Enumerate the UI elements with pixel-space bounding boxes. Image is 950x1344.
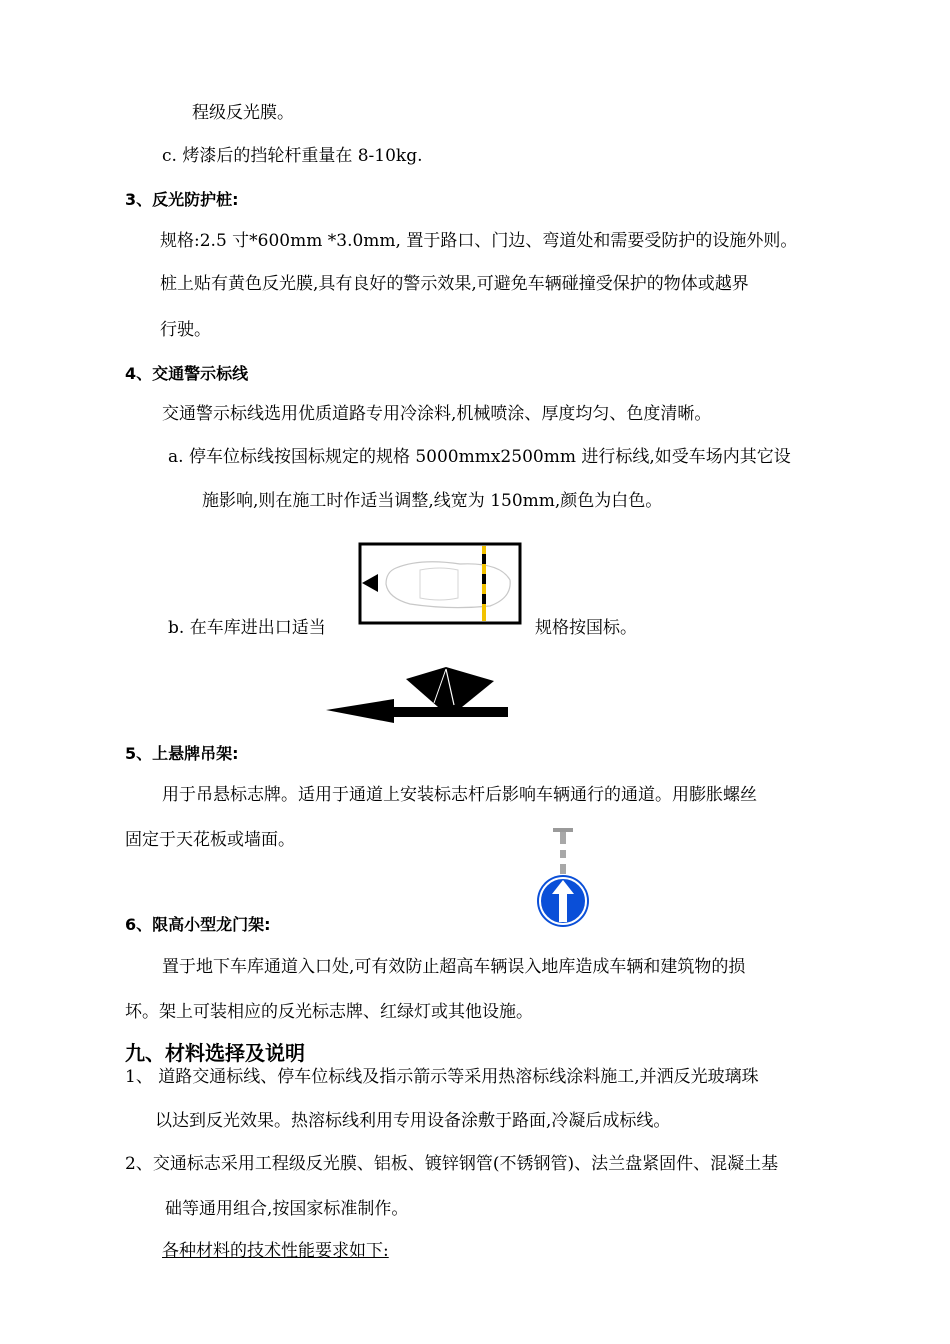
section-heading-3: 3、反光防护桩:	[125, 190, 239, 209]
text-line: 桩上贴有黄色反光膜,具有良好的警示效果,可避免车辆碰撞受保护的物体或越界	[160, 274, 749, 294]
section-heading-6: 6、限高小型龙门架:	[125, 915, 271, 934]
overhead-sign-hanger	[534, 828, 592, 928]
direction-arrow-marking	[322, 665, 510, 727]
text-line: a. 停车位标线按国标规定的规格 5000mmx2500mm 进行标线,如受车场内其它设	[168, 447, 791, 467]
text-line: b. 在车库进出口适当	[168, 618, 326, 638]
text-line: 固定于天花板或墙面。	[125, 830, 295, 850]
text-line: 用于吊悬标志牌。适用于通道上安装标志杆后影响车辆通行的通道。用膨胀螺丝	[162, 785, 757, 805]
text-line: 以达到反光效果。热溶标线利用专用设备涂敷于路面,冷凝后成标线。	[155, 1111, 671, 1131]
text-line: 坏。架上可装相应的反光标志牌、红绿灯或其他设施。	[125, 1002, 533, 1022]
text-line: 交通警示标线选用优质道路专用冷涂料,机械喷涂、厚度均匀、色度清晰。	[162, 404, 712, 424]
underlined-note: 各种材料的技术性能要求如下:	[162, 1241, 389, 1261]
chapter-heading-9: 九、材料选择及说明	[125, 1041, 305, 1065]
text-line: 施影响,则在施工时作适当调整,线宽为 150mm,颜色为白色。	[202, 491, 663, 511]
text-line: 程级反光膜。	[192, 103, 294, 123]
text-line: 规格按国标。	[535, 618, 637, 638]
section-heading-5: 5、上悬牌吊架:	[125, 744, 239, 763]
text-line: 置于地下车库通道入口处,可有效防止超高车辆误入地库造成车辆和建筑物的损	[162, 957, 746, 977]
text-line: c. 烤漆后的挡轮杆重量在 8-10kg.	[162, 146, 423, 166]
parking-space-diagram	[340, 540, 525, 626]
text-line: 1、 道路交通标线、停车位标线及指示箭示等采用热溶标线涂料施工,并洒反光玻璃珠	[125, 1067, 759, 1087]
text-line: 2、交通标志采用工程级反光膜、铝板、镀锌钢管(不锈钢管)、法兰盘紧固件、混凝土基	[125, 1154, 779, 1174]
text-line: 础等通用组合,按国家标准制作。	[165, 1199, 409, 1219]
section-heading-4: 4、交通警示标线	[125, 364, 249, 383]
text-line: 行驶。	[160, 320, 211, 340]
text-line: 规格:2.5 寸*600mm *3.0mm, 置于路口、门边、弯道处和需要受防护的设施外则。	[160, 231, 798, 251]
